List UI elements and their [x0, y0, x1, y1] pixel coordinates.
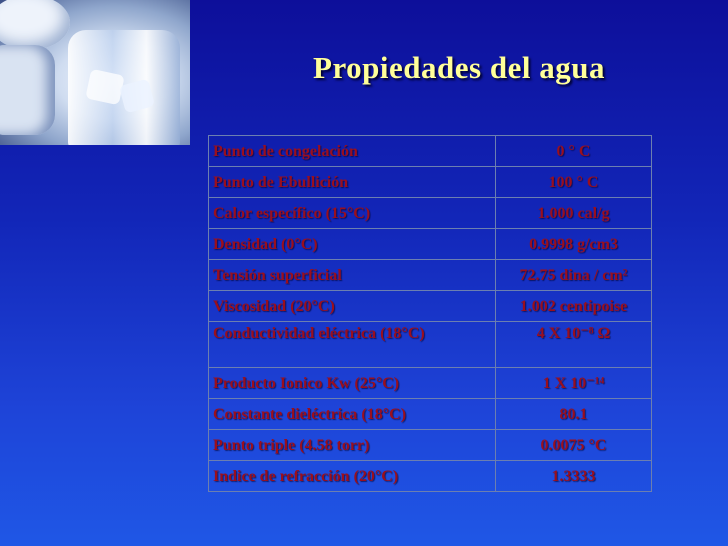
- property-name: Conductividad eléctrica (18°C): [209, 322, 496, 368]
- table-row: [209, 260, 652, 291]
- slide-title: Propiedades del agua: [313, 50, 605, 85]
- property-name: Viscosidad (20°C): [209, 291, 496, 322]
- property-value: 0 ° C: [496, 136, 652, 167]
- table-row: [209, 430, 652, 461]
- table-row: [209, 291, 652, 322]
- property-name: Punto de Ebullición: [209, 167, 496, 198]
- property-value: 72.75 dina / cm²: [496, 260, 652, 291]
- table-row: [209, 399, 652, 430]
- table-row: [209, 461, 652, 492]
- table-row: [209, 136, 652, 167]
- table-row: [209, 368, 652, 399]
- property-value: 4 X 10⁻⁸ Ω: [496, 322, 652, 368]
- property-name: Calor específico (15°C): [209, 198, 496, 229]
- sugar-bowl: [0, 45, 55, 135]
- table-row: [209, 229, 652, 260]
- sugar-bowl-lid: [0, 0, 70, 50]
- property-value: 0.0075 °C: [496, 430, 652, 461]
- water-glass-photo: [0, 0, 190, 145]
- property-name: Producto Ionico Kw (25°C): [209, 368, 496, 399]
- property-value: 1.002 centipoise: [496, 291, 652, 322]
- property-value: 100 ° C: [496, 167, 652, 198]
- property-name: Indice de refracción (20°C): [209, 461, 496, 492]
- table-row: [209, 198, 652, 229]
- properties-table: [208, 135, 652, 492]
- property-name: Densidad (0°C): [209, 229, 496, 260]
- property-value: 1.000 cal/g: [496, 198, 652, 229]
- property-value: 1.3333: [496, 461, 652, 492]
- table-row: [209, 322, 652, 368]
- property-value: 0.9998 g/cm3: [496, 229, 652, 260]
- property-name: Tensión superficial: [209, 260, 496, 291]
- property-name: Constante dieléctrica (18°C): [209, 399, 496, 430]
- property-value: 80.1: [496, 399, 652, 430]
- property-value: 1 X 10⁻¹⁴: [496, 368, 652, 399]
- property-name: Punto triple (4.58 torr): [209, 430, 496, 461]
- table-row: [209, 167, 652, 198]
- property-name: Punto de congelación: [209, 136, 496, 167]
